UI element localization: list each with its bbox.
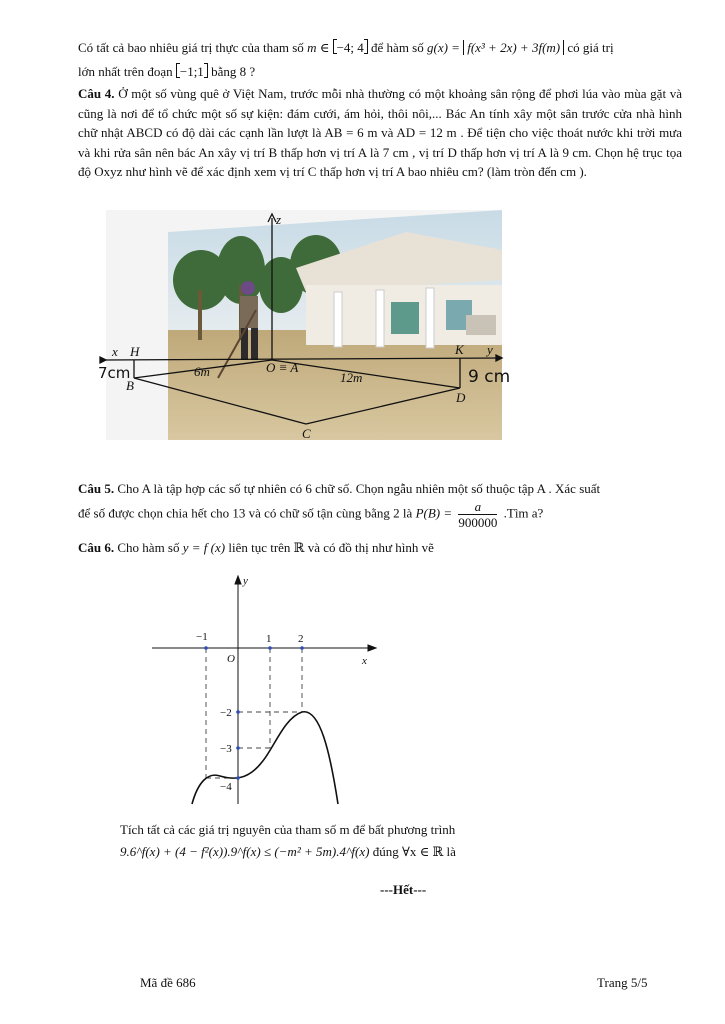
q3-m-in: m ∈ <box>307 40 330 55</box>
q4-label: Câu 4. <box>78 86 115 101</box>
yard-photo-figure <box>98 210 511 441</box>
seven-cm-label: 7cm <box>98 364 131 382</box>
x-label: x <box>112 344 118 359</box>
twelve-m-label: 12m <box>340 370 363 385</box>
q6-label: Câu 6. <box>78 540 115 555</box>
q3-text-a: Có tất cả bao nhiêu giá trị thực của tham số <box>78 40 304 55</box>
bracket-right <box>364 39 368 54</box>
graph-y-label: y <box>243 575 248 587</box>
q4-paragraph <box>78 84 682 182</box>
graph-xtick-neg1: −1 <box>196 631 208 643</box>
q6-line2 <box>120 820 680 840</box>
q3-g-def: g(x) = <box>427 40 460 55</box>
b-label: B <box>126 378 134 393</box>
x-arrow <box>100 357 106 363</box>
q3-interval: −4; 4 <box>336 40 364 55</box>
graph-ytick-neg4: −4 <box>220 781 232 793</box>
graph-y-arrow <box>235 576 241 584</box>
q3-f-expr: f(x³ + 2x) + 3f(m) <box>463 40 564 55</box>
q3-line2 <box>78 62 682 82</box>
q3-text-c: có giá trị <box>567 40 614 55</box>
q5-denominator: 900000 <box>458 515 498 530</box>
q6-inequality-tail: đúng ∀x ∈ ℝ là <box>372 844 456 859</box>
d-label: D <box>456 390 466 405</box>
function-graph <box>150 572 380 807</box>
nine-cm-label: 9 cm <box>468 367 511 387</box>
h-label: H <box>130 344 140 359</box>
q3-text-b: để hàm số <box>371 40 424 55</box>
y-label: y <box>487 342 493 357</box>
graph-origin-label: O <box>227 653 235 665</box>
q3-interval-2: −1;1 <box>179 64 204 79</box>
k-label: K <box>455 342 464 357</box>
q6-line1 <box>78 538 682 558</box>
q6-func: y = f (x) <box>182 540 226 555</box>
q6-line3 <box>120 842 680 862</box>
z-label: z <box>276 212 282 227</box>
end-marker: ---Hết--- <box>380 882 427 897</box>
q6-text-b: liên tục trên ℝ và có đồ thị như hình vẽ <box>228 540 434 555</box>
q5-label: Câu 5. <box>78 481 115 496</box>
graph-ytick-neg3: −3 <box>220 743 232 755</box>
q3-line1 <box>78 38 682 58</box>
q5-numerator: a <box>474 499 482 514</box>
oa-label: O ≡ A <box>266 360 299 375</box>
q5-pb: P(B) = <box>415 505 453 521</box>
graph-xtick-2: 2 <box>298 633 304 645</box>
graph-x-label: x <box>362 655 367 667</box>
q3-text-e: bằng 8 ? <box>211 64 256 79</box>
q5-text-a: Cho A là tập hợp các số tự nhiên có 6 chữ số. Chọn ngẫu nhiên một số thuộc tập A . Xác suất <box>117 481 601 496</box>
q5-line1 <box>78 479 682 499</box>
q6-text-a: Cho hàm số <box>117 540 180 555</box>
q5-fraction <box>458 499 497 530</box>
function-curve <box>192 712 338 804</box>
bracket-right-2 <box>204 63 208 78</box>
q5-text-b: để số được chọn chia hết cho 13 và có chữ số tận cùng bằng 2 là <box>78 505 413 521</box>
q5-line2 <box>78 499 682 530</box>
q6-inequality: 9.6^f(x) + (4 − f²(x)).9^f(x) ≤ (−m² + 5m).4^f(x) <box>120 844 370 859</box>
page-number: Trang 5/5 <box>597 975 648 990</box>
six-m-label: 6m <box>194 364 210 379</box>
graph-x-arrow <box>368 645 376 651</box>
q5-text-c: .Tìm a? <box>503 505 544 521</box>
q3-text-d: lớn nhất trên đoạn <box>78 64 173 79</box>
q6-text-c: Tích tất cả các giá trị nguyên của tham số m để bất phương trình <box>120 822 456 837</box>
graph-xtick-1: 1 <box>266 633 272 645</box>
c-label: C <box>302 426 311 441</box>
q4-text: Ở một số vùng quê ở Việt Nam, trước mỗi nhà thường có một khoảng sân rộng để phơi lúa vào mùa gặt và cũng là nơi để tổ chức một số sự kiện: đám cưới, ám hỏi, thôi nôi,... Bác An tính xây một sân trước cửa nhà hình chữ nhật ABCD có độ dài các cạnh lần lượt là AB = 6 m và AD = 12 m . Để tiện cho việc thoát nước khi trời mưa và khi rửa sân nên bác An xây vị trí B thấp hơn vị trí A là 7 cm , vị trí D thấp hơn vị trí A là 9 cm. Chọn hệ trục tọa độ Oxyz như hình vẽ để xác định xem vị trí C thấp hơn vị trí A bao nhiêu cm? (làm tròn đến cm ). <box>78 86 682 179</box>
exam-code: Mã đề 686 <box>140 975 196 990</box>
graph-ytick-neg2: −2 <box>220 707 232 719</box>
